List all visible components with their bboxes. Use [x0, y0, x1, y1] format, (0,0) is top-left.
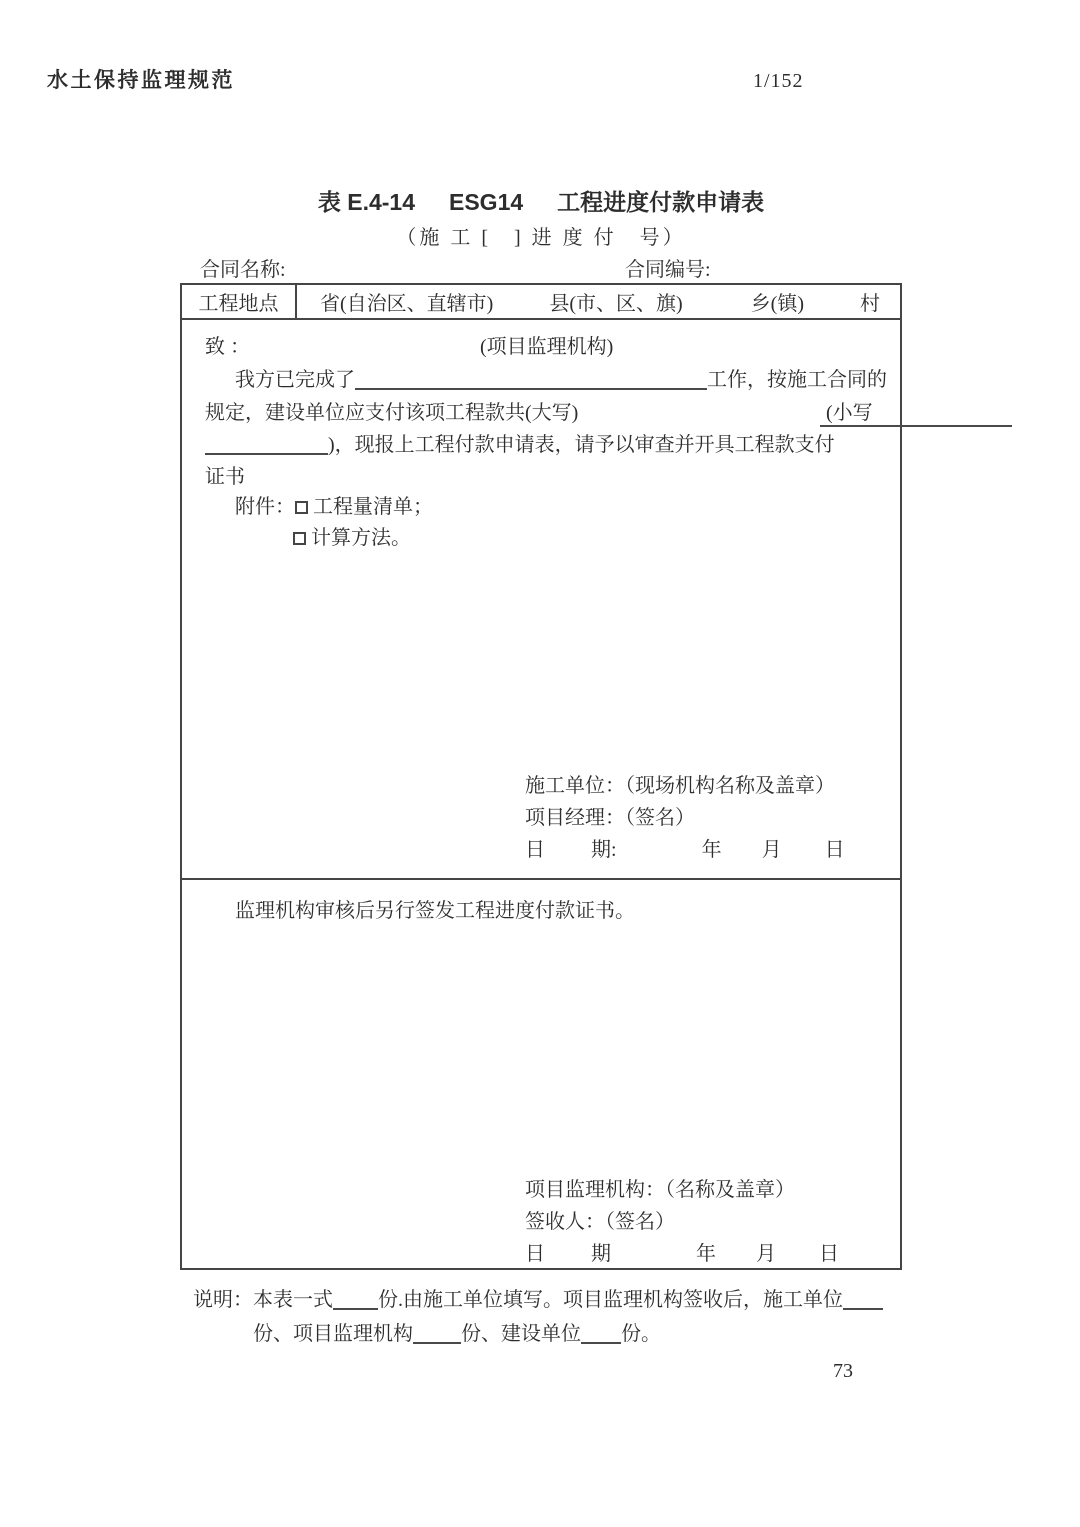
copies-blank	[581, 1322, 621, 1344]
notes-content	[253, 1283, 883, 1351]
doc-title: 水土保持监理规范	[47, 69, 235, 92]
day-label: 日	[819, 1243, 839, 1265]
attachment-line-1	[235, 490, 433, 519]
notes-seg: 份。	[621, 1323, 661, 1345]
year-label: 年	[701, 839, 722, 861]
supervisor-section	[182, 880, 900, 1268]
attachment-label: 附件：	[235, 496, 295, 518]
notes-line-2	[253, 1317, 883, 1351]
to-hint: (项目监理机构)	[480, 336, 614, 358]
location-province: 省(自治区、直辖市)	[320, 293, 494, 315]
notes-label: 说明：	[193, 1289, 253, 1311]
contract-name-label: 合同名称:	[200, 259, 286, 281]
body-line-4: 证书	[205, 466, 245, 488]
body-line-3-post: )，现报上工程付款申请表，请予以审查并开具工程款支付	[328, 434, 835, 456]
attachment-line-2	[293, 521, 411, 550]
form-subtitle: （施 工 [ ] 进 度 付 号）	[396, 227, 686, 249]
contractor-sign-block	[525, 770, 845, 866]
notes-seg: 本表一式	[253, 1289, 333, 1311]
application-section	[182, 320, 900, 880]
form-title-line	[180, 184, 902, 217]
form-table-label: 表 E.4-14	[317, 189, 415, 215]
form-title: 工程进度付款申请表	[557, 189, 765, 215]
location-county: 县(市、区、旗)	[549, 293, 683, 315]
date-word-1: 日	[525, 1243, 545, 1265]
date-word-2: 期	[591, 1243, 611, 1265]
body-line-1-post: 工作，按施工合同的	[707, 369, 887, 391]
contractor-manager-line: 项目经理：（签名）	[525, 807, 695, 829]
month-label: 月	[756, 1243, 776, 1265]
checkbox-icon	[293, 532, 306, 545]
contractor-date-line	[525, 834, 845, 866]
location-label	[182, 285, 297, 318]
copies-blank	[333, 1288, 378, 1310]
contract-no-label: 合同编号:	[625, 259, 711, 281]
body-line-1	[235, 363, 887, 392]
day-label: 日	[824, 839, 845, 861]
copies-blank	[843, 1288, 883, 1310]
supervisor-note: 监理机构审核后另行签发工程进度付款证书。	[235, 900, 635, 922]
notes-seg: 份.由施工单位填写。项目监理机构签收后，施工单位	[378, 1289, 843, 1311]
small-write-blank	[820, 396, 1012, 427]
attachment-item-1: 工程量清单；	[313, 496, 433, 518]
supervisor-org-line: 项目监理机构：（名称及盖章）	[525, 1179, 795, 1201]
supervisor-receiver-line: 签收人：（签名）	[525, 1211, 675, 1233]
notes-block	[193, 1283, 908, 1351]
body-line-3	[205, 428, 835, 457]
page-number: 73	[833, 1360, 853, 1382]
year-label: 年	[696, 1243, 716, 1265]
body-line-1-pre: 我方已完成了	[235, 369, 355, 391]
location-options	[297, 285, 900, 318]
to-label: 致 ：	[205, 336, 250, 358]
supervisor-date-line	[525, 1238, 839, 1270]
notes-seg: 份、项目监理机构	[253, 1323, 413, 1345]
month-label: 月	[761, 839, 782, 861]
contractor-unit-line: 施工单位：（现场机构名称及盖章）	[525, 775, 835, 797]
copies-blank	[413, 1322, 461, 1344]
notes-line-1	[253, 1283, 883, 1317]
checkbox-icon	[295, 501, 308, 514]
body-line-2: 规定，建设单位应支付该项工程款共(大写)	[205, 402, 579, 424]
location-town: 乡(镇)	[750, 293, 804, 315]
page-indicator: 1/152	[753, 70, 804, 92]
date-word-1: 日	[525, 839, 545, 861]
form-code: ESG14	[449, 189, 524, 215]
location-label-text: 工程地点	[198, 293, 279, 315]
attachment-item-2: 计算方法。	[311, 527, 411, 549]
amount-blank-line	[205, 433, 328, 455]
form-table	[180, 283, 902, 1270]
small-write-label: (小写	[826, 402, 873, 424]
supervisor-sign-block	[525, 1174, 839, 1270]
location-village: 村	[859, 293, 880, 315]
notes-seg: 份、建设单位	[461, 1323, 581, 1345]
work-blank-line	[355, 368, 707, 390]
location-row	[182, 285, 900, 320]
date-word-2: 期:	[591, 839, 617, 861]
